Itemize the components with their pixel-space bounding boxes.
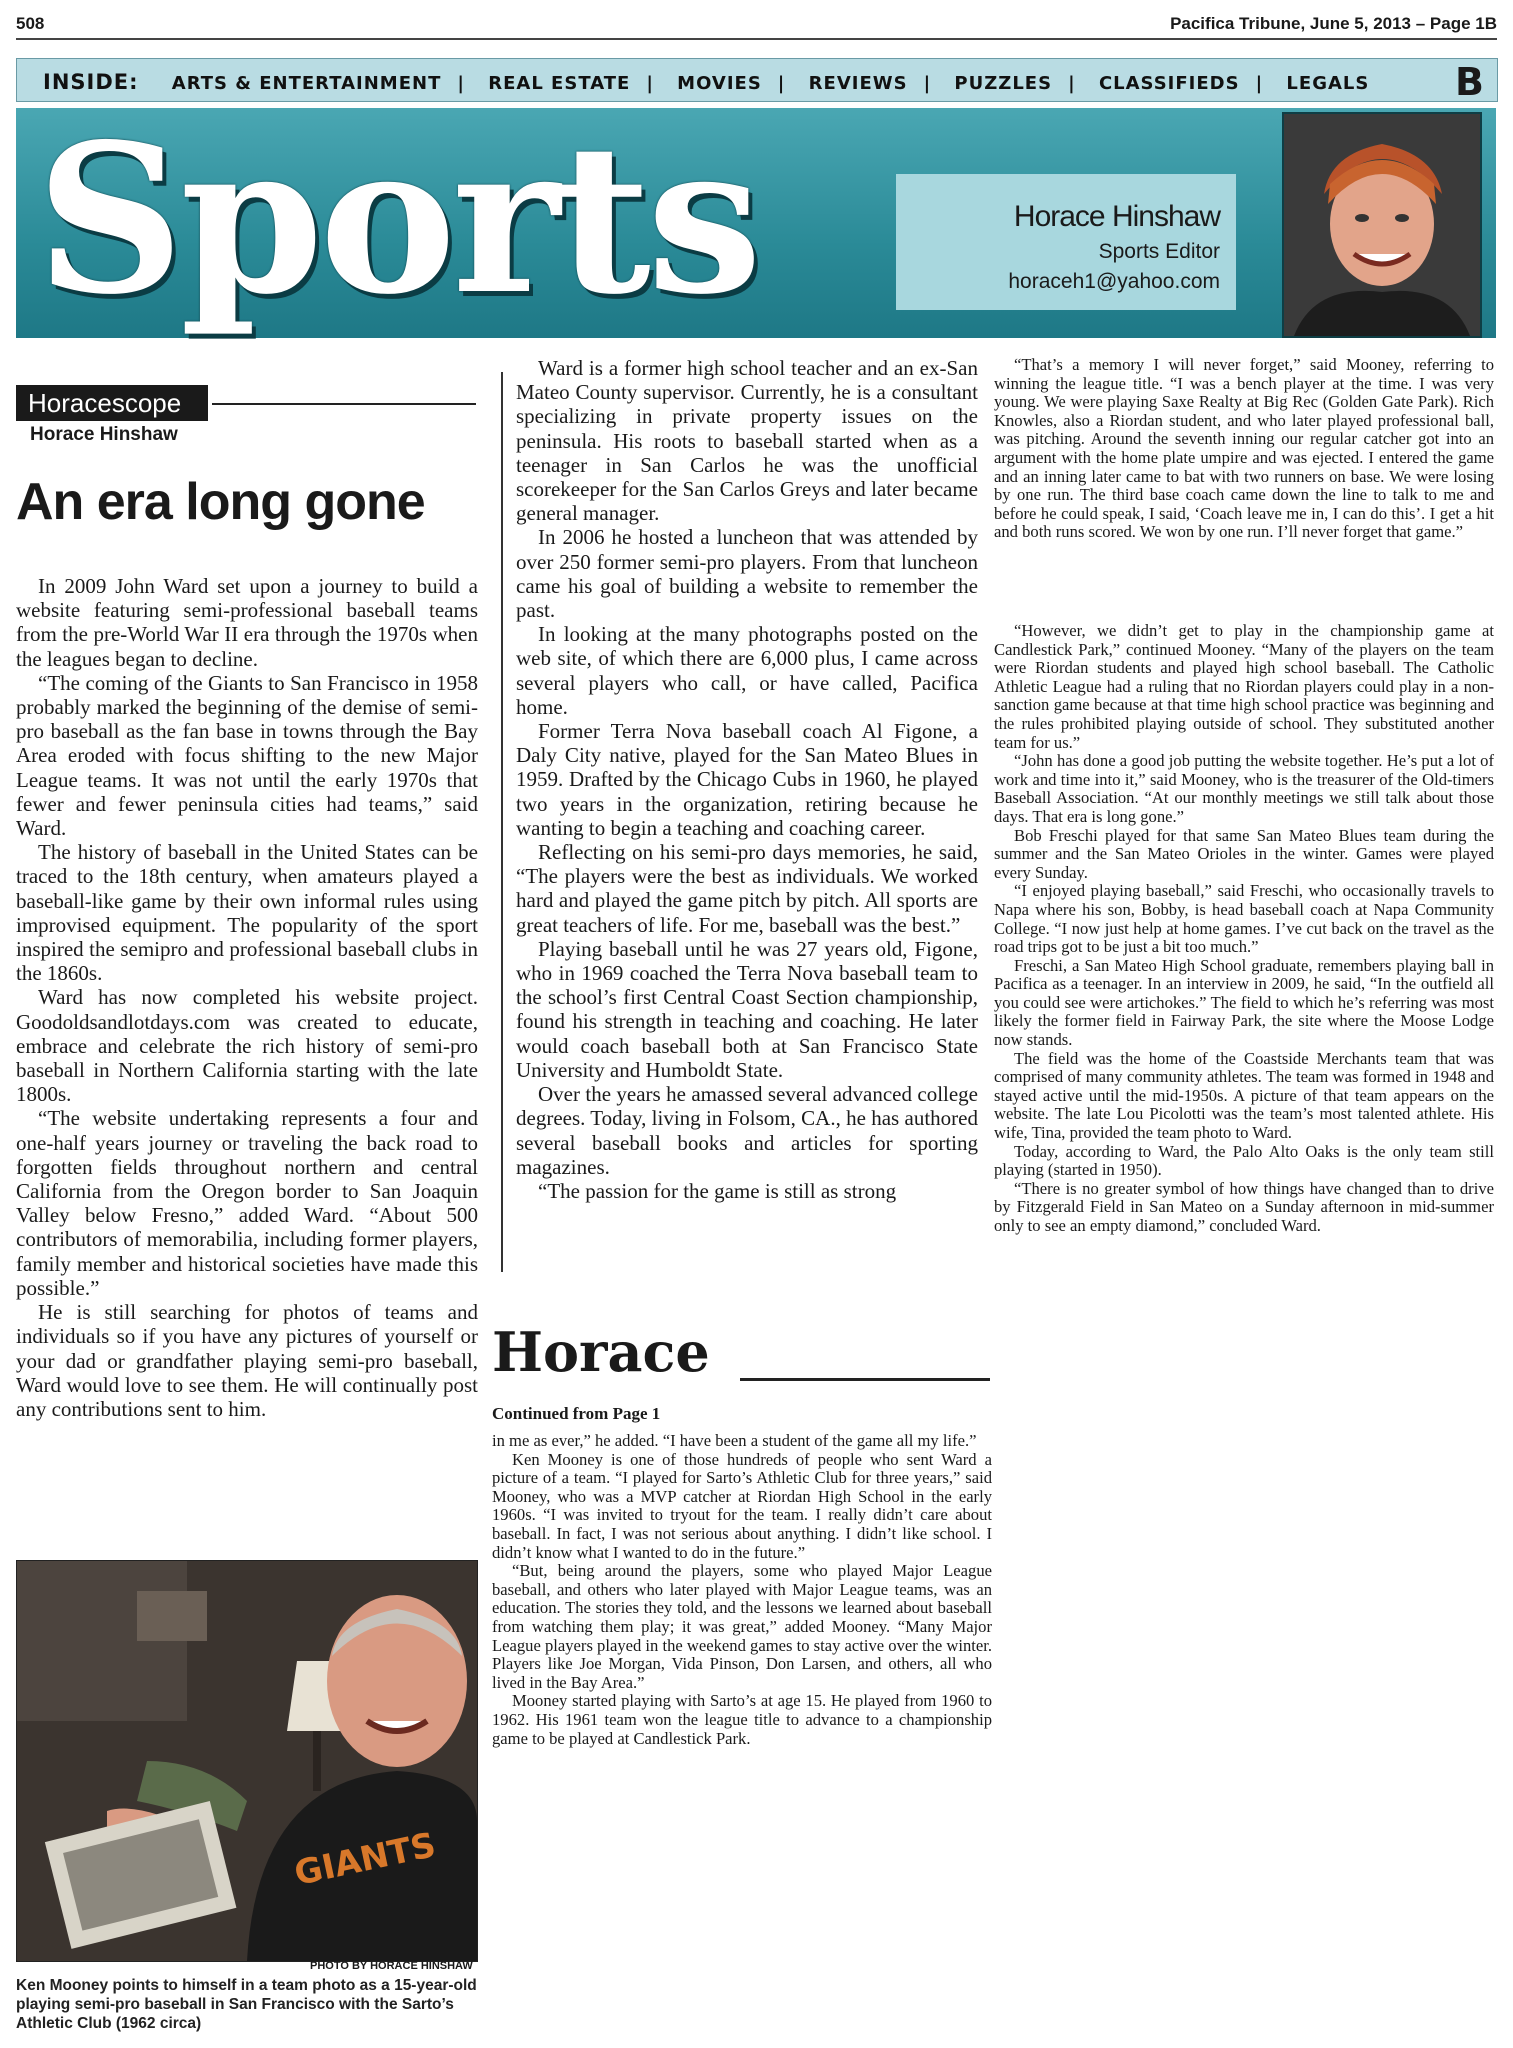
paragraph: Ward has now completed his website project. Goodoldsandlotdays.com was created to educate, embrace and celebrate the rich history of semi-pro baseball in Northern California starting with the late 1800s. xyxy=(16,985,478,1107)
paragraph: Today, according to Ward, the Palo Alto Oaks is the only team still playing (started in 1950). xyxy=(994,1141,1494,1180)
paragraph: Former Terra Nova baseball coach Al Figone, a Daly City native, played for the San Mateo Blues in 1959. Drafted by the Chicago Cubs in 1960, he played two years in the organization, retiring because he wanting to begin a teaching and coaching career. xyxy=(516,719,978,840)
paragraph: “That’s a memory I will never forget,” said Mooney, referring to winning the league title. “I was a bench player at the time. I was very young. We were playing Saxe Realty at Big Rec (Golden Gate Park). Rich Knowles, also a Riordan student, and who later played professional ball, was pitching. Around the seventh inning our regular catcher got into an argument with the home plate umpire and was ejected. I entered the game and an inning later came to bat with two runners on base. We were losing by one run. The third base coach came down the line to talk to me and before he could speak, I said, ‘Coach leave me in, I can do this’. I get a hit and both runs scored. We won by one run. I’ll never forget that game.” xyxy=(994,355,1494,542)
inside-bar-items: INSIDE: ARTS & ENTERTAINMENT | REAL ESTATE | MOVIES | REVIEWS | PUZZLES | CLASSIFIEDS | LEGALS xyxy=(43,70,1370,94)
article-column-2 xyxy=(516,356,978,1203)
paragraph: “The passion for the game is still as strong xyxy=(538,1178,897,1203)
inside-item-movies: MOVIES xyxy=(677,73,762,94)
editor-portrait xyxy=(1282,112,1482,338)
paragraph: “I enjoyed playing baseball,” said Freschi, who occasionally travels to Napa where his son, Bobby, is head baseball coach at Napa Community College. “I now just help at home games. I’ve cut back on the travel as the road trips got to be just a bit too much.” xyxy=(994,881,1494,957)
editor-box xyxy=(896,174,1236,310)
paragraph: “John has done a good job putting the website together. He’s put a lot of work and time into it,” said Mooney, who is the treasurer of the Old-timers Baseball Association. “At our monthly meetings we still talk about those days. That era is long gone.” xyxy=(994,751,1494,826)
inside-item-puzzles: PUZZLES xyxy=(954,73,1053,94)
paragraph: Ken Mooney is one of those hundreds of people who sent Ward a picture of a team. “I played for Sarto’s Athletic Club for three years,” said Mooney, who was a MVP catcher at Riordan High School in the early 1960s. “I was invited to tryout for the team. I really didn’t care about baseball. In fact, I was not serious about anything. I didn’t like school. I didn’t know what I wanted to do in the future.” xyxy=(492,1449,992,1562)
inside-label: INSIDE: xyxy=(43,70,139,94)
article-column-3 xyxy=(994,356,1494,542)
photo-credit: PHOTO BY HORACE HINSHAW xyxy=(310,1960,473,1972)
paragraph: in me as ever,” he added. “I have been a student of the game all my life.” xyxy=(492,1431,977,1450)
paragraph: The history of baseball in the United States can be traced to the 18th century, when amateurs played a baseball-like game by their own informal rules using improvised equipment. The popularity of the sport inspired the semipro and professional baseball clubs in the 1860s. xyxy=(16,840,478,986)
inside-item-reviews: REVIEWS xyxy=(808,73,908,94)
kicker-rule xyxy=(212,403,476,405)
section-letter: B xyxy=(1455,60,1485,104)
paragraph: He is still searching for photos of teams and individuals so if you have any pictures of yourself or your dad or grandfather playing semi-pro baseball, Ward would love to see them. He will continually post any contributions sent to him. xyxy=(16,1300,478,1421)
paragraph: Over the years he amassed several advanced college degrees. Today, living in Folsom, CA., he has authored several baseball books and articles for sporting magazines. xyxy=(516,1082,978,1179)
paragraph: “There is no greater symbol of how things have changed than to drive by Fitzgerald Field in San Mateo on a Sunday afternoon in mid-summer only to see an empty diamond,” concluded Ward. xyxy=(994,1178,1494,1235)
column-kicker: Horacescope xyxy=(16,385,208,421)
portrait-illustration xyxy=(1284,114,1480,336)
feature-photo xyxy=(16,1560,478,1962)
inside-bar xyxy=(16,58,1498,102)
paragraph: “The website undertaking represents a four and one-half years journey or traveling the back road to forgotten fields throughout northern and central California from the Oregon border to San Joaquin Valley below Fresno,” added Ward. “About 500 contributors of memorabilia, including former players, family member and historical societies have made this possible.” xyxy=(16,1106,478,1300)
headline: An era long gone xyxy=(16,473,425,531)
paragraph: In 2009 John Ward set upon a journey to build a website featuring semi-professional baseball teams from the pre-World War II era through the 1970s when the leagues began to decline. xyxy=(16,574,478,671)
jump-rule xyxy=(740,1378,990,1381)
editor-name: Horace Hinshaw xyxy=(1013,200,1220,233)
folio-dateline: Pacifica Tribune, June 5, 2013 – Page 1B xyxy=(1170,14,1497,33)
sports-header xyxy=(16,100,1496,340)
inside-item-legals: LEGALS xyxy=(1286,73,1370,94)
inside-item-classifieds: CLASSIFIEDS xyxy=(1098,73,1240,94)
paragraph: Mooney started playing with Sarto’s at age 15. He played from 1960 to 1962. His 1961 team won the league title to advance to a championship game to be played at Candlestick Park. xyxy=(492,1691,992,1748)
paragraph: Ward is a former high school teacher and an ex-San Mateo County supervisor. Currently, he is a consultant specializing in private property issues on the peninsula. His roots to baseball started when as a teenager in San Carlos he was the unofficial scorekeeper for the San Carlos Greys and later became general manager. xyxy=(516,356,978,526)
section-title: Sports xyxy=(36,100,759,340)
paragraph: “But, being around the players, some who played Major League baseball, and others who later played with Major League teams, was an education. The stories they told, and the lessons we learned about baseball from watching them play; it was great,” added Mooney. “Many Major League players played in the weekend games to stay active over the winter. Players like Joe Morgan, Vida Pinson, Don Larsen, and others, all who lived in the Bay Area.” xyxy=(492,1561,992,1692)
paragraph: Playing baseball until he was 27 years old, Figone, who in 1969 coached the Terra Nova baseball team to the school’s first Central Coast Section championship, found his strength in teaching and coaching. He later would coach baseball both at San Francisco State University and Humboldt State. xyxy=(516,936,978,1082)
inside-item-real-estate: REAL ESTATE xyxy=(488,73,631,94)
photo-illustration xyxy=(17,1561,477,1961)
jump-banner: Horace xyxy=(492,1320,710,1384)
paragraph: Reflecting on his semi-pro days memories, he said, “The players were the best as individuals. We worked hard and played the game pitch by pitch. All sports are great teachers of life. For me, baseball was the best.” xyxy=(516,840,978,937)
article-column-1 xyxy=(16,574,478,1421)
photo-caption: Ken Mooney points to himself in a team photo as a 15-year-old playing semi-pro baseball in San Francisco with the Sarto’s Athletic Club (1962 circa) xyxy=(16,1977,477,2032)
inside-item-arts: ARTS & ENTERTAINMENT xyxy=(171,73,442,94)
folio-line xyxy=(16,12,1497,40)
editor-title: Sports Editor xyxy=(1098,240,1220,263)
editor-email: horaceh1@yahoo.com xyxy=(1008,270,1220,293)
column-divider xyxy=(501,372,503,1272)
continued-from: Continued from Page 1 xyxy=(492,1404,661,1423)
paragraph: In looking at the many photographs posted on the web site, of which there are 6,000 plus, I came across several players who call, or have called, Pacifica home. xyxy=(516,622,978,719)
paragraph: Freschi, a San Mateo High School graduate, remembers playing ball in Pacifica as a teenager. In an interview in 2009, he said, “In the outfield all you could see were artichokes.” The field to which he’s referring was most likely the former field in Fairway Park, the site where the Moose Lodge now stands. xyxy=(994,955,1494,1050)
paragraph: “The coming of the Giants to San Francisco in 1958 probably marked the beginning of the demise of semi-pro baseball as the fan base in towns through the Bay Area eroded with focus shifting to the new Major League teams. It was not until the early 1970s that fewer and fewer peninsula cities had teams,” said Ward. xyxy=(16,670,478,841)
article-column-3-continued xyxy=(994,622,1494,1236)
byline: Horace Hinshaw xyxy=(30,424,178,445)
paragraph: The field was the home of the Coastside Merchants team that was comprised of many community athletes. The team was formed in 1948 and stayed active until the mid-1950s. A picture of that team appears on the website. The late Lou Picolotti was the team’s most talented athlete. His wife, Tina, provided the team photo to Ward. xyxy=(994,1048,1494,1143)
svg-text:GIANTS: GIANTS xyxy=(290,1825,440,1894)
page-number: 508 xyxy=(16,14,45,33)
paragraph: Bob Freschi played for that same San Mateo Blues team during the summer and the San Mateo Orioles in the winter. Games were played every Sunday. xyxy=(994,825,1494,882)
paragraph: “However, we didn’t get to play in the championship game at Candlestick Park,” continued Mooney. “Many of the players on the team were Riordan students and played high school baseball. The Catholic Athletic League had a ruling that no Riordan players could play in a non-sanction game because at that time high school practice was beginning and the rules prohibited playing outside of school. They substituted another team for us.” xyxy=(994,621,1494,752)
paragraph: In 2006 he hosted a luncheon that was attended by over 250 former semi-pro players. From that luncheon came his goal of building a website to remember the past. xyxy=(516,525,978,623)
article-column-2-continued xyxy=(492,1432,992,1748)
